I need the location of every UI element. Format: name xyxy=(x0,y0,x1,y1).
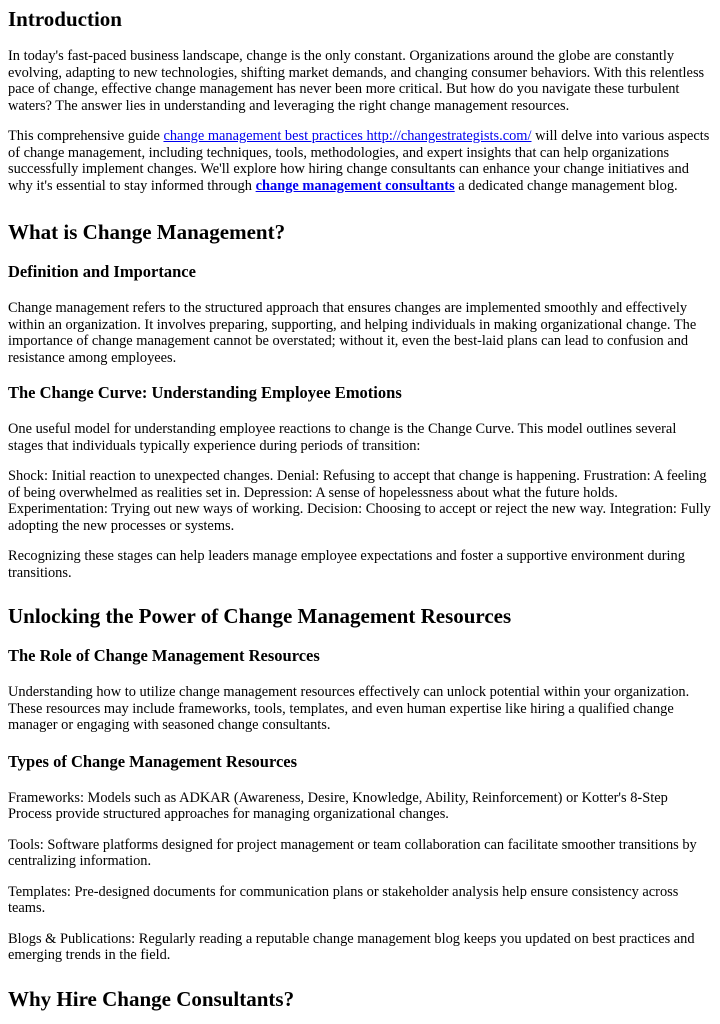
intro-p2-text-a: This comprehensive guide xyxy=(8,128,164,144)
role-paragraph: Understanding how to utilize change management resources effectively can unlock potential within your organization. These resources may include frameworks, tools, templates, and even human expertise like hiring a qualified change manager or engaging with seasoned change consultants. xyxy=(8,684,690,733)
heading-role-of-resources: The Role of Change Management Resources xyxy=(8,646,320,665)
heading-what-is-change-management: What is Change Management? xyxy=(8,220,286,244)
change-curve-stages: Shock: Initial reaction to unexpected changes. Denial: Refusing to accept that change is happening. Frustration: A feeling of being overwhelmed as realities set in. Depression: A sense of hopelessness about what the future holds. Experimentation: Trying out new ways of working. Decision: Choosing to accept or reject the new way. Integration: Fully adopting the new processes or systems. xyxy=(8,468,711,534)
intro-paragraph-1: In today's fast-paced business landscape, change is the only constant. Organizations around the globe are constantly evolving, adapting to new technologies, shifting market demands, and changing consumer behaviors. With this relentless pace of change, effective change management has never been more critical. But how do you navigate these turbulent waters? The answer lies in understanding and leveraging the right change management resources. xyxy=(8,48,705,114)
types-templates: Templates: Pre-designed documents for communication plans or stakeholder analysis help ensure consistency across teams. xyxy=(8,883,679,916)
intro-p2-text-b: will delve into various aspects of change management, including techniques, tools, methodologies, and expert insights that can help organizations successfully implement changes. We'll explore how hiring change consultants can enhance your change initiatives and why it's essential to stay informed through xyxy=(8,128,710,194)
heading-introduction: Introduction xyxy=(8,7,122,31)
heading-change-curve: The Change Curve: Understanding Employee Emotions xyxy=(8,383,402,402)
intro-paragraph-2 xyxy=(8,128,712,194)
heading-unlocking-power: Unlocking the Power of Change Management Resources xyxy=(8,604,512,628)
heading-types-of-resources: Types of Change Management Resources xyxy=(8,751,298,771)
definition-paragraph: Change management refers to the structured approach that ensures changes are implemented smoothly and effectively within an organization. It involves preparing, supporting, and helping individuals in making organizational change. The importance of change management cannot be overstated; without it, even the best-laid plans can lead to confusion and resistance among employees. xyxy=(8,300,697,366)
link-change-consultants[interactable]: change management consultants xyxy=(255,177,455,194)
article xyxy=(0,7,720,1011)
heading-definition: Definition and Importance xyxy=(8,262,196,281)
types-blogs: Blogs & Publications: Regularly reading a reputable change management blog keeps you updated on best practices and emerging trends in the field. xyxy=(8,930,695,963)
change-curve-paragraph-3: Recognizing these stages can help leaders manage employee expectations and foster a supportive environment during transitions. xyxy=(8,548,685,581)
heading-why-hire-consultants: Why Hire Change Consultants? xyxy=(8,986,295,1011)
types-tools: Tools: Software platforms designed for project management or team collaboration can facilitate smoother transitions by centralizing information. xyxy=(8,836,697,869)
types-frameworks: Frameworks: Models such as ADKAR (Awareness, Desire, Knowledge, Ability, Reinforcement) or Kotter's 8-Step Process provide structured approaches for managing organizational changes. xyxy=(8,789,668,822)
intro-p2-text-c: a dedicated change management blog. xyxy=(454,177,678,194)
link-best-practices[interactable]: change management best practices http://changestrategists.com/ xyxy=(163,128,532,144)
change-curve-paragraph-1: One useful model for understanding employee reactions to change is the Change Curve. This model outlines several stages that individuals typically experience during periods of transition: xyxy=(8,421,677,454)
